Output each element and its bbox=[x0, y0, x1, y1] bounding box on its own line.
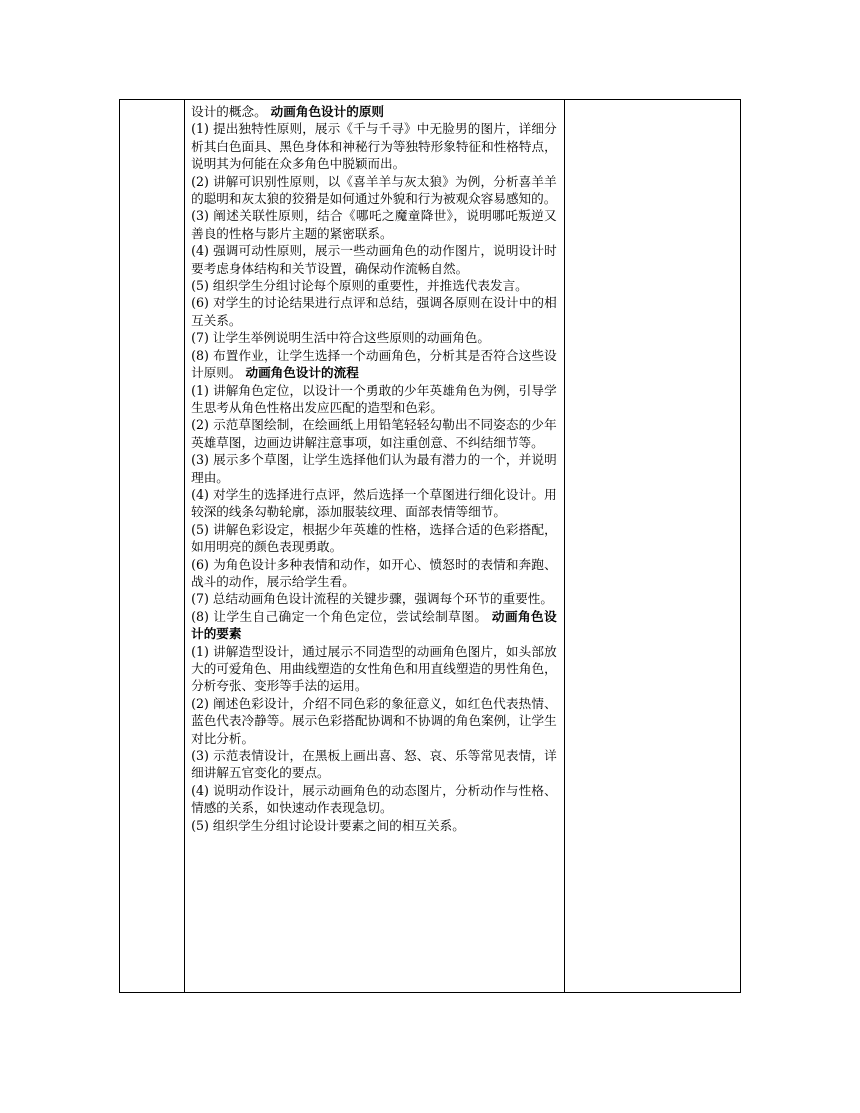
right-cell bbox=[564, 100, 740, 993]
paragraph-text: (6) 为角色设计多种表情和动作，如开心、愤怒时的表情和奔跑、战斗的动作，展示给学生看。 bbox=[191, 556, 557, 589]
paragraph-text: (1) 讲解角色定位，以设计一个勇敢的少年英雄角色为例，引导学生思考从角色性格出发应匹配的造型和色彩。 bbox=[191, 382, 557, 415]
paragraph-text: (3) 阐述关联性原则，结合《哪吒之魔童降世》，说明哪吒叛逆又善良的性格与影片主题的紧密联系。 bbox=[191, 208, 557, 241]
paragraph-text: (4) 对学生的选择进行点评，然后选择一个草图进行细化设计。用较深的线条勾勒轮廓，添加服装纹理、面部表情等细节。 bbox=[191, 486, 557, 520]
paragraph-text: (4) 说明动作设计，展示动画角色的动态图片，分析动作与性格、情感的关系，如快速动作表现急切。 bbox=[191, 782, 557, 816]
paragraph bbox=[191, 207, 557, 242]
paragraph-text: (4) 强调可动性原则，展示一些动画角色的动作图片，说明设计时要考虑身体结构和关节设置，确保动作流畅自然。 bbox=[191, 243, 557, 276]
section-heading: 动画角色设计的要素 bbox=[191, 608, 557, 642]
paragraph bbox=[191, 103, 557, 120]
paragraph bbox=[191, 590, 557, 607]
paragraph-text: 设计的概念。 bbox=[191, 104, 271, 119]
paragraph bbox=[191, 347, 557, 382]
paragraph-text: (2) 讲解可识别性原则，以《喜羊羊与灰太狼》为例，分析喜羊羊的聪明和灰太狼的狡猾是如何通过外貌和行为被观众容易感知的。 bbox=[191, 173, 557, 207]
paragraph bbox=[191, 817, 557, 834]
lesson-table bbox=[119, 99, 741, 993]
paragraph bbox=[191, 486, 557, 521]
paragraph bbox=[191, 451, 557, 486]
content-body bbox=[191, 103, 557, 834]
paragraph-text: (5) 组织学生分组讨论设计要素之间的相互关系。 bbox=[191, 817, 465, 833]
paragraph bbox=[191, 277, 557, 294]
paragraph-text: (1) 讲解造型设计，通过展示不同造型的动画角色图片，如头部放大的可爱角色、用曲线塑造的女性角色和用直线塑造的男性角色，分析夸张、变形等手法的运用。 bbox=[191, 643, 557, 694]
paragraph-text: (1) 提出独特性原则，展示《千与千寻》中无脸男的图片，详细分析其白色面具、黑色身体和神秘行为等独特形象特征和性格特点，说明其为何能在众多角色中脱颖而出。 bbox=[191, 121, 557, 172]
paragraph-text: (5) 讲解色彩设定，根据少年英雄的性格，选择合适的色彩搭配，如用明亮的颜色表现勇敢。 bbox=[191, 521, 557, 555]
paragraph bbox=[191, 643, 557, 695]
table-row bbox=[120, 100, 741, 993]
paragraph bbox=[191, 173, 557, 208]
paragraph-text: (7) 让学生举例说明生活中符合这些原则的动画角色。 bbox=[191, 330, 490, 346]
paragraph-text: (2) 示范草图绘制，在绘画纸上用铅笔轻轻勾勒出不同姿态的少年英雄草图，边画边讲解注意事项，如注重创意、不纠结细节等。 bbox=[191, 417, 557, 450]
paragraph bbox=[191, 416, 557, 451]
paragraph-text: (6) 对学生的讨论结果进行点评和总结，强调各原则在设计中的相互关系。 bbox=[191, 295, 557, 328]
paragraph bbox=[191, 695, 557, 747]
section-heading: 动画角色设计的流程 bbox=[245, 365, 359, 381]
paragraph-text: (2) 阐述色彩设计，介绍不同色彩的象征意义，如红色代表热情、蓝色代表冷静等。展示色彩搭配协调和不协调的角色案例，让学生对比分析。 bbox=[191, 695, 557, 746]
paragraph bbox=[191, 294, 557, 329]
paragraph bbox=[191, 782, 557, 817]
paragraph-text: (8) 让学生自己确定一个角色定位，尝试绘制草图。 bbox=[191, 608, 492, 624]
paragraph bbox=[191, 521, 557, 556]
paragraph bbox=[191, 242, 557, 277]
paragraph-text: (7) 总结动画角色设计流程的关键步骤，强调每个环节的重要性。 bbox=[191, 591, 553, 607]
paragraph-text: (3) 示范表情设计，在黑板上画出喜、怒、哀、乐等常见表情，详细讲解五官变化的要点。 bbox=[191, 748, 557, 781]
paragraph-text: (3) 展示多个草图，让学生选择他们认为最有潜力的一个，并说明理由。 bbox=[191, 452, 557, 485]
paragraph bbox=[191, 747, 557, 782]
paragraph-text: (5) 组织学生分组讨论每个原则的重要性，并推选代表发言。 bbox=[191, 278, 528, 294]
paragraph bbox=[191, 120, 557, 172]
content-cell bbox=[185, 100, 565, 993]
paragraph bbox=[191, 329, 557, 346]
paragraph-text: (8) 布置作业，让学生选择一个动画角色，分析其是否符合这些设计原则。 bbox=[191, 347, 557, 381]
left-cell bbox=[120, 100, 185, 993]
paragraph bbox=[191, 556, 557, 591]
paragraph bbox=[191, 608, 557, 643]
section-heading: 动画角色设计的原则 bbox=[270, 104, 385, 119]
paragraph bbox=[191, 382, 557, 417]
